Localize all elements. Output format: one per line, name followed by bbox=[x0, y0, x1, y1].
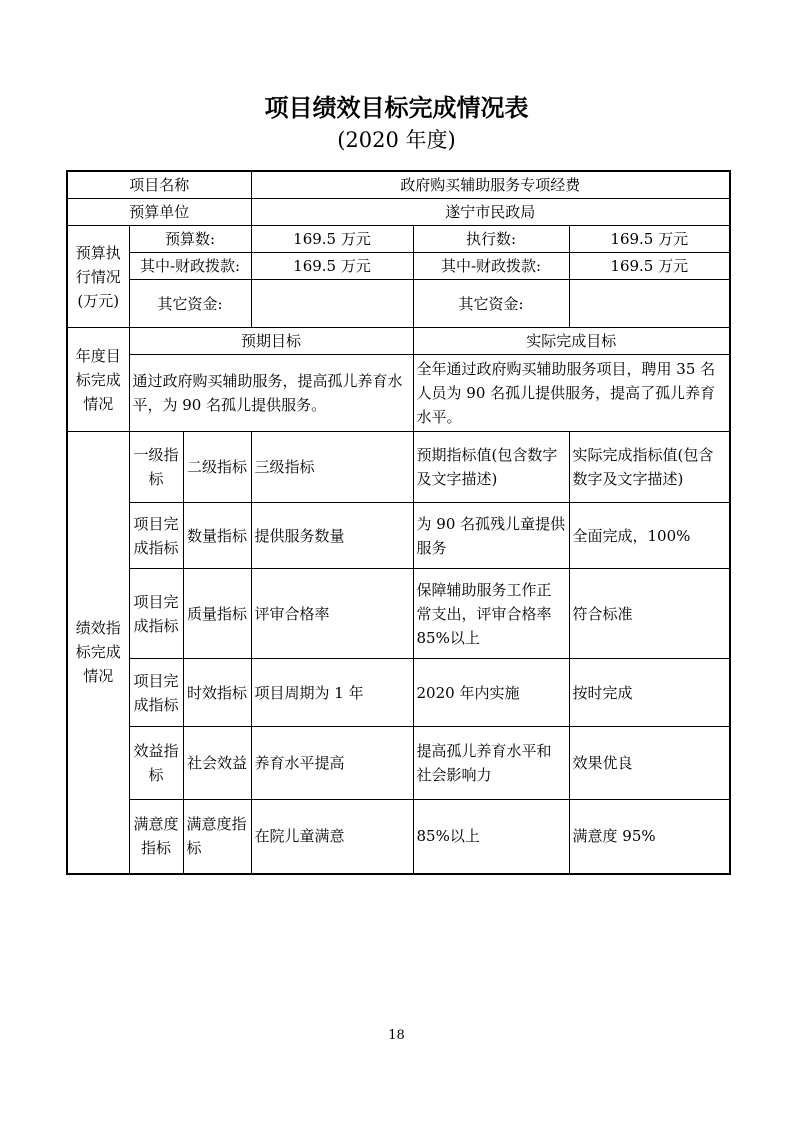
indicator-cell-actual: 符合标准 bbox=[569, 569, 730, 659]
table-row bbox=[67, 659, 730, 727]
expected-target-header: 预期目标 bbox=[129, 328, 413, 355]
budget-value: 169.5 万元 bbox=[251, 226, 413, 253]
table-row bbox=[67, 226, 730, 253]
budget-label: 执行数: bbox=[413, 226, 569, 253]
table-row bbox=[67, 800, 730, 874]
indicator-cell-expected: 2020 年内实施 bbox=[413, 659, 569, 727]
indicator-cell-level2: 社会效益 bbox=[183, 727, 251, 800]
performance-table bbox=[66, 170, 731, 875]
expected-target-text: 通过政府购买辅助服务，提高孤儿养育水平，为 90 名孤儿提供服务。 bbox=[129, 355, 413, 432]
indicator-cell-level2: 数量指标 bbox=[183, 503, 251, 569]
actual-target-header: 实际完成目标 bbox=[413, 328, 730, 355]
indicator-cell-level1: 满意度指标 bbox=[129, 800, 183, 874]
indicator-cell-level1: 项目完成指标 bbox=[129, 503, 183, 569]
table-row bbox=[67, 199, 730, 226]
indicator-header-level1: 一级指标 bbox=[129, 432, 183, 503]
annual-target-section-label: 年度目标完成情况 bbox=[67, 328, 129, 432]
budget-value bbox=[569, 280, 730, 328]
indicator-cell-expected: 85%以上 bbox=[413, 800, 569, 874]
table-row bbox=[67, 280, 730, 328]
project-name-value: 政府购买辅助服务专项经费 bbox=[251, 171, 730, 199]
budget-unit-label: 预算单位 bbox=[67, 199, 251, 226]
indicator-cell-level1: 效益指标 bbox=[129, 727, 183, 800]
budget-exec-section-label: 预算执行情况(万元) bbox=[67, 226, 129, 328]
indicator-cell-expected: 提高孤儿养育水平和社会影响力 bbox=[413, 727, 569, 800]
indicator-cell-actual: 效果优良 bbox=[569, 727, 730, 800]
table-row bbox=[67, 253, 730, 280]
budget-value bbox=[251, 280, 413, 328]
indicator-header-level3: 三级指标 bbox=[251, 432, 413, 503]
indicator-cell-actual: 满意度 95% bbox=[569, 800, 730, 874]
indicator-cell-level1: 项目完成指标 bbox=[129, 659, 183, 727]
table-row bbox=[67, 355, 730, 432]
table-row bbox=[67, 503, 730, 569]
indicator-cell-level3: 评审合格率 bbox=[251, 569, 413, 659]
indicator-cell-expected: 为 90 名孤残儿童提供服务 bbox=[413, 503, 569, 569]
indicator-cell-level3: 项目周期为 1 年 bbox=[251, 659, 413, 727]
indicator-header-expected: 预期指标值(包含数字及文字描述) bbox=[413, 432, 569, 503]
budget-value: 169.5 万元 bbox=[251, 253, 413, 280]
indicators-section-label: 绩效指标完成情况 bbox=[67, 432, 129, 874]
budget-label: 其中-财政拨款: bbox=[129, 253, 251, 280]
indicator-cell-level3: 在院儿童满意 bbox=[251, 800, 413, 874]
page-number: 18 bbox=[388, 1028, 405, 1043]
indicator-cell-level3: 养育水平提高 bbox=[251, 727, 413, 800]
indicator-cell-level2: 时效指标 bbox=[183, 659, 251, 727]
page-title: 项目绩效目标完成情况表 bbox=[264, 93, 529, 122]
budget-label: 预算数: bbox=[129, 226, 251, 253]
budget-value: 169.5 万元 bbox=[569, 253, 730, 280]
table-row bbox=[67, 727, 730, 800]
budget-unit-value: 遂宁市民政局 bbox=[251, 199, 730, 226]
table-row bbox=[67, 432, 730, 503]
table-row bbox=[67, 171, 730, 199]
actual-target-text: 全年通过政府购买辅助服务项目，聘用 35 名人员为 90 名孤儿提供服务，提高了孤儿养育水平。 bbox=[413, 355, 730, 432]
indicator-cell-level1: 项目完成指标 bbox=[129, 569, 183, 659]
budget-label: 其中-财政拨款: bbox=[413, 253, 569, 280]
table-row bbox=[67, 328, 730, 355]
indicator-cell-level3: 提供服务数量 bbox=[251, 503, 413, 569]
project-name-label: 项目名称 bbox=[67, 171, 251, 199]
table-row bbox=[67, 569, 730, 659]
page-subtitle: (2020 年度) bbox=[337, 128, 456, 152]
indicator-header-level2: 二级指标 bbox=[183, 432, 251, 503]
indicator-header-actual: 实际完成指标值(包含数字及文字描述) bbox=[569, 432, 730, 503]
indicator-cell-level2: 质量指标 bbox=[183, 569, 251, 659]
budget-label: 其它资金: bbox=[413, 280, 569, 328]
indicator-cell-expected: 保障辅助服务工作正常支出，评审合格率85%以上 bbox=[413, 569, 569, 659]
budget-value: 169.5 万元 bbox=[569, 226, 730, 253]
indicator-cell-actual: 全面完成，100% bbox=[569, 503, 730, 569]
indicator-cell-actual: 按时完成 bbox=[569, 659, 730, 727]
budget-label: 其它资金: bbox=[129, 280, 251, 328]
indicator-cell-level2: 满意度指标 bbox=[183, 800, 251, 874]
